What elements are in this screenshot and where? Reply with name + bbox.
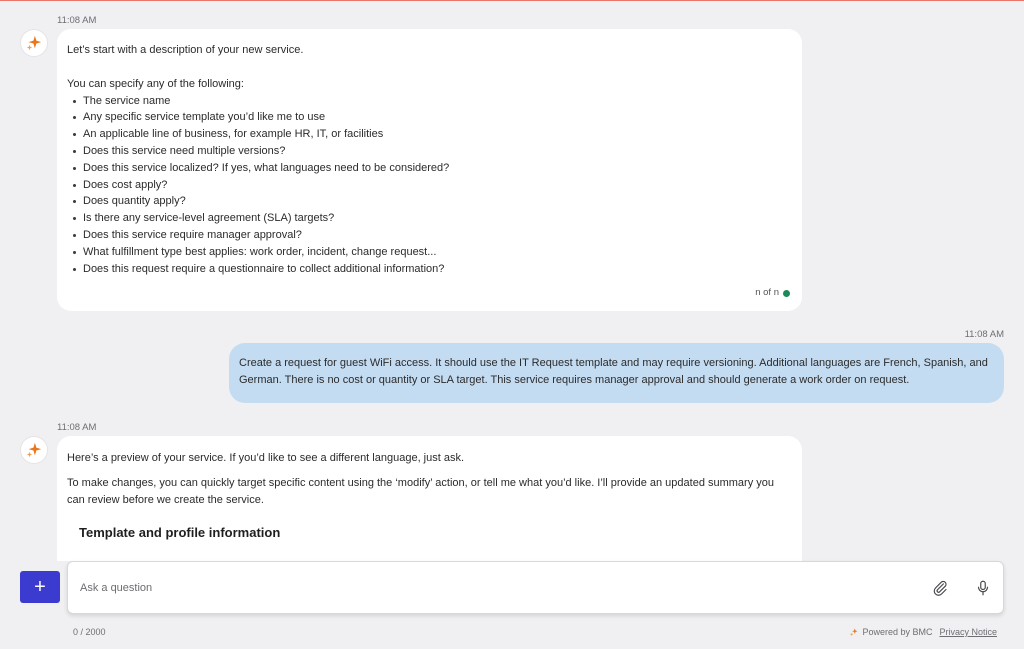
footer-branding <box>850 627 997 637</box>
list-item: The service name <box>67 93 792 110</box>
character-count: 0 / 2000 <box>73 627 106 637</box>
top-accent-line <box>0 0 1024 1</box>
list-item: Does this request require a questionnaire to collect additional information? <box>67 261 792 278</box>
attach-button[interactable] <box>929 577 951 599</box>
user-message <box>229 343 1004 403</box>
microphone-button[interactable] <box>972 577 994 599</box>
list-item: What fulfillment type best applies: work order, incident, change request... <box>67 244 792 261</box>
assistant-message <box>57 436 802 561</box>
message-line: To make changes, you can quickly target specific content using the ‘modify’ action, or tell me what you’d like. I’ll provide an updated summary you can review before we create the service. <box>67 476 775 506</box>
list-item: An applicable line of business, for example HR, IT, or facilities <box>67 126 792 143</box>
list-item: Any specific service template you’d like me to use <box>67 109 792 126</box>
list-item: Does this service need multiple versions? <box>67 143 792 160</box>
sparkle-icon <box>25 34 43 52</box>
paperclip-icon <box>931 579 949 597</box>
sparkle-icon <box>25 441 43 459</box>
question-input-box <box>67 561 1004 614</box>
list-item: Does cost apply? <box>67 177 792 194</box>
powered-by-text: Powered by BMC <box>862 627 933 637</box>
message-timestamp: 11:08 AM <box>964 329 1004 340</box>
bmc-logo-icon <box>850 628 858 636</box>
list-item: Does quantity apply? <box>67 193 792 210</box>
question-input[interactable] <box>80 578 900 598</box>
message-lead: You can specify any of the following: <box>67 77 244 90</box>
list-item: Does this service require manager approval? <box>67 227 792 244</box>
options-list <box>67 93 792 278</box>
message-intro: Let’s start with a description of your new service. <box>67 44 304 56</box>
message-line: Here’s a preview of your service. If you’d like to see a different language, just ask. <box>67 452 465 464</box>
add-button[interactable]: + <box>20 571 60 603</box>
message-timestamp: 11:08 AM <box>57 422 97 433</box>
microphone-icon <box>974 579 992 597</box>
status-dot-icon <box>783 290 790 297</box>
list-item: Does this service localized? If yes, what languages need to be considered? <box>67 160 792 177</box>
assistant-message <box>57 29 802 311</box>
user-message-text: Create a request for guest WiFi access. It should use the IT Request template and may require versioning. Additional languages are French, Spanish, and German. There is no cost or quantity or SLA target. This service requires manager approval and should generate a work order on request. <box>239 357 988 386</box>
counter-label: n of n <box>755 287 779 299</box>
assistant-avatar <box>20 436 48 464</box>
assistant-avatar <box>20 29 48 57</box>
message-timestamp: 11:08 AM <box>57 15 97 26</box>
list-item: Is there any service-level agreement (SLA) targets? <box>67 210 792 227</box>
section-title: Template and profile information <box>79 525 281 541</box>
response-counter[interactable] <box>755 285 790 302</box>
privacy-notice-link[interactable]: Privacy Notice <box>939 627 997 637</box>
